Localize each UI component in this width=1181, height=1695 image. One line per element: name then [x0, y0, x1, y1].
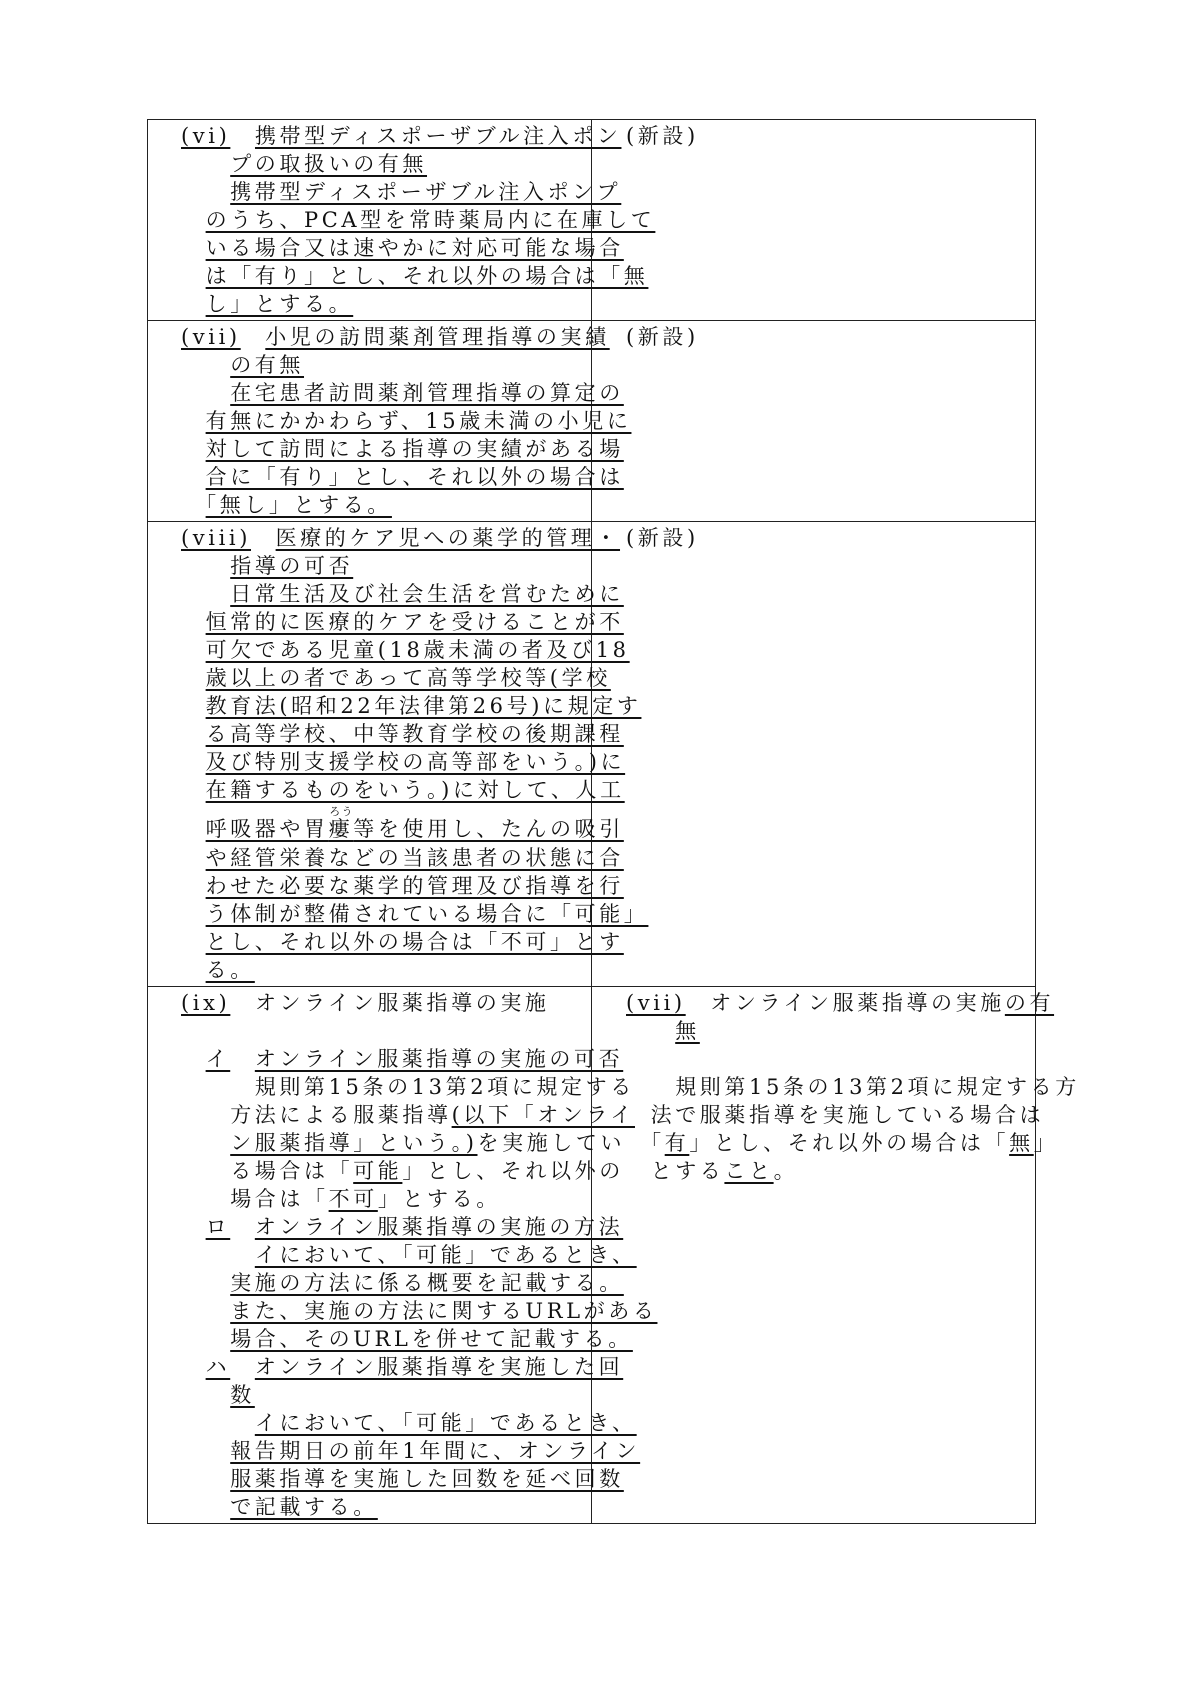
text-segment: 」とし、それ以外の場合は「 — [689, 1131, 1010, 1155]
text-segment — [181, 1327, 230, 1351]
text-segment — [181, 817, 206, 841]
text-segment — [251, 526, 276, 550]
text-segment: る場合は「 — [181, 1159, 354, 1183]
text-segment: オンライン服薬指導の実施 — [685, 991, 1005, 1015]
text-segment — [181, 264, 206, 288]
text-line — [181, 1185, 583, 1213]
text-segment — [181, 493, 206, 517]
underlined-text: 「無し」とする。 — [205, 493, 392, 517]
text-segment: 場合は「 — [181, 1187, 329, 1211]
cell-content — [592, 122, 1035, 150]
cell-content — [148, 122, 656, 318]
text-segment — [181, 1299, 230, 1323]
underlined-text: 呼吸器や胃 — [205, 817, 329, 841]
text-line — [181, 1493, 583, 1521]
text-line — [181, 1325, 633, 1353]
text-segment — [181, 208, 206, 232]
text-line — [626, 1017, 1027, 1045]
text-segment — [181, 874, 206, 898]
underlined-text: イにおいて、「可能」であるとき、 — [254, 1243, 637, 1267]
underlined-text: で記載する。 — [230, 1495, 378, 1519]
revised-text-cell — [148, 321, 632, 522]
text-segment — [181, 381, 230, 405]
underlined-text: (vi) — [181, 124, 231, 148]
table-row — [148, 321, 1036, 522]
text-segment: 規則第15条の13第2項に規定する — [181, 1075, 635, 1099]
text-line — [181, 872, 624, 900]
text-segment — [181, 180, 230, 204]
text-segment — [181, 437, 206, 461]
underlined-text — [328, 805, 354, 841]
text-segment — [181, 666, 206, 690]
underlined-text: いる場合又は速やかに対応可能な場合 — [205, 236, 624, 260]
text-segment — [181, 1495, 230, 1519]
underlined-text: 無 — [675, 1019, 700, 1043]
text-segment — [181, 1439, 230, 1463]
text-segment: オンライン服薬指導の実施 — [230, 991, 550, 1015]
text-line — [181, 379, 624, 407]
text-line — [181, 1353, 624, 1381]
text-line — [181, 1437, 641, 1465]
underlined-text: わせた必要な薬学的管理及び指導を行 — [205, 874, 624, 898]
underlined-text: のうち、PCA型を常時薬局内に在庫して — [205, 208, 656, 232]
text-segment — [181, 465, 206, 489]
underlined-text: (vii) — [626, 991, 686, 1015]
underlined-text: 在籍するものをいう。)に対して、人工 — [205, 778, 625, 802]
text-segment: とする — [626, 1159, 725, 1183]
underlined-text: プの取扱いの有無 — [230, 152, 428, 176]
underlined-text: 恒常的に医療的ケアを受けることが不 — [205, 610, 624, 634]
current-text-cell — [592, 120, 1036, 321]
text-line — [626, 1045, 1027, 1073]
underlined-text: (ix) — [181, 991, 231, 1015]
underlined-text: 小児の訪問薬剤管理指導の実績 — [265, 325, 610, 349]
underlined-text: 日常生活及び社会生活を営むために — [230, 582, 624, 606]
text-segment — [181, 152, 230, 176]
comparison-table — [147, 119, 1080, 1524]
underlined-text: の有無 — [230, 353, 305, 377]
underlined-text: う体制が整備されている場合に「可能」 — [205, 902, 649, 926]
text-line — [181, 580, 624, 608]
text-line — [181, 1213, 624, 1241]
text-line — [181, 1409, 637, 1437]
table-body — [148, 120, 1080, 1524]
text-segment: 法で服薬指導を実施している場合は — [626, 1103, 1045, 1127]
text-line — [181, 636, 630, 664]
underlined-text: (vii) — [181, 325, 241, 349]
text-line — [181, 776, 625, 804]
underlined-text: 場合、そのURLを併せて記載する。 — [230, 1327, 633, 1351]
ruby-base: 瘻 — [328, 817, 354, 841]
text-segment: 」とし、それ以外の — [402, 1159, 624, 1183]
text-line — [181, 524, 621, 552]
underlined-text: 対して訪問による指導の実績がある場 — [205, 437, 624, 461]
text-segment — [181, 930, 206, 954]
text-segment — [181, 1411, 255, 1435]
text-line — [181, 692, 642, 720]
text-line — [626, 122, 1027, 150]
text-line — [181, 1381, 583, 1409]
text-segment — [181, 1047, 206, 1071]
text-line — [181, 989, 583, 1017]
table-row — [148, 120, 1036, 321]
text-segment — [181, 554, 230, 578]
cell-content — [148, 323, 632, 519]
text-line — [626, 989, 1055, 1017]
text-line — [626, 1129, 1059, 1157]
text-line — [181, 1045, 624, 1073]
underlined-text: オンライン服薬指導の実施の可否 — [254, 1047, 624, 1071]
text-line — [181, 720, 624, 748]
text-segment — [230, 1215, 255, 1239]
underlined-text: とし、それ以外の場合は「不可」とす — [205, 930, 624, 954]
current-text-cell — [592, 321, 1036, 522]
text-segment — [181, 750, 206, 774]
underlined-text: 不可 — [328, 1187, 378, 1211]
text-segment — [181, 958, 206, 982]
underlined-text: 可欠である児童(18歳未満の者及び18 — [205, 638, 630, 662]
text-line — [181, 1241, 637, 1269]
text-line — [181, 351, 583, 379]
text-line — [181, 804, 624, 844]
text-line — [181, 1269, 624, 1297]
underlined-text: (以下「オンライ — [451, 1103, 635, 1127]
underlined-text: 可能 — [353, 1159, 403, 1183]
text-segment — [181, 846, 206, 870]
text-segment — [181, 778, 206, 802]
text-line — [181, 234, 624, 262]
underlined-text: 教育法(昭和22年法律第26号)に規定す — [205, 694, 642, 718]
text-line — [626, 524, 1027, 552]
text-segment — [181, 1467, 230, 1491]
text-segment: (新設) — [626, 124, 699, 148]
underlined-text: (viii) — [181, 526, 251, 550]
underlined-text: イにおいて、「可能」であるとき、 — [254, 1411, 637, 1435]
text-segment — [181, 1355, 206, 1379]
text-line — [181, 1017, 583, 1045]
text-line — [181, 956, 583, 984]
text-segment: 」 — [1033, 1131, 1059, 1155]
underlined-text: る高等学校、中等教育学校の後期課程 — [205, 722, 624, 746]
text-line — [181, 491, 583, 519]
text-line — [181, 290, 583, 318]
underlined-text: 合に「有り」とし、それ以外の場合は — [205, 465, 624, 489]
text-segment: (新設) — [626, 325, 699, 349]
text-segment — [181, 722, 206, 746]
text-line — [181, 1157, 624, 1185]
text-segment: (新設) — [626, 526, 699, 550]
text-segment — [181, 236, 206, 260]
text-segment — [181, 1243, 255, 1267]
text-segment — [181, 292, 206, 316]
underlined-text: は「有り」とし、それ以外の場合は「無 — [205, 264, 649, 288]
text-line — [181, 1465, 624, 1493]
text-segment: 方法による服薬指導 — [181, 1103, 452, 1127]
text-segment — [181, 902, 206, 926]
underlined-text: 歳以上の者であって高等学校等(学校 — [205, 666, 611, 690]
text-segment — [241, 325, 266, 349]
text-segment — [181, 353, 230, 377]
underlined-text: 報告期日の前年1年間に、オンライン — [230, 1439, 641, 1463]
revised-text-cell — [148, 120, 656, 321]
text-segment — [181, 638, 206, 662]
current-text-cell — [592, 522, 1036, 987]
text-segment — [230, 1047, 255, 1071]
text-line — [181, 150, 583, 178]
underlined-text: オンライン服薬指導の実施の方法 — [254, 1215, 624, 1239]
text-segment — [181, 409, 206, 433]
text-segment — [626, 1019, 675, 1043]
text-segment — [181, 1131, 230, 1155]
text-line — [181, 928, 624, 956]
underlined-text: ロ — [205, 1215, 231, 1239]
cell-content — [592, 323, 1035, 351]
text-line — [626, 1073, 1080, 1101]
underlined-text: 有無にかかわらず、15歳未満の小児に — [205, 409, 632, 433]
underlined-text: 医療的ケア児への薬学的管理・ — [275, 526, 621, 550]
table-row — [148, 987, 1036, 1524]
text-line — [181, 900, 649, 928]
underlined-text: また、実施の方法に関するURLがある — [230, 1299, 658, 1323]
text-line — [181, 122, 622, 150]
text-line — [181, 552, 583, 580]
text-line — [181, 748, 626, 776]
underlined-text: オンライン服薬指導を実施した回 — [254, 1355, 624, 1379]
cell-content — [592, 524, 1035, 552]
underlined-text: 実施の方法に係る概要を記載する。 — [230, 1271, 624, 1295]
underlined-text: 携帯型ディスポーザブル注入ポンプ — [230, 180, 622, 204]
cell-content — [148, 524, 649, 984]
text-line — [181, 262, 649, 290]
underlined-text: 無 — [1009, 1131, 1034, 1155]
revised-text-cell — [148, 522, 649, 987]
table-row — [148, 522, 1036, 987]
underlined-text: 服薬指導を実施した回数を延べ回数 — [230, 1467, 624, 1491]
current-text-cell — [592, 987, 1080, 1524]
text-line — [181, 1297, 658, 1325]
text-segment — [181, 582, 230, 606]
text-segment: 。 — [773, 1159, 799, 1183]
text-line — [181, 407, 632, 435]
underlined-text: る。 — [205, 958, 255, 982]
text-line — [181, 1129, 626, 1157]
underlined-text: イ — [205, 1047, 231, 1071]
underlined-text: 及び特別支援学校の高等部をいう。)に — [205, 750, 626, 774]
text-segment — [181, 610, 206, 634]
text-segment — [230, 124, 255, 148]
text-segment: 「 — [626, 1131, 665, 1155]
text-line — [181, 608, 624, 636]
text-line — [181, 435, 624, 463]
underlined-text: ン服薬指導」という。) — [230, 1131, 478, 1155]
underlined-text: 有 — [664, 1131, 690, 1155]
underlined-text: 等を使用し、たんの吸引 — [353, 817, 624, 841]
text-line — [626, 323, 1027, 351]
text-line — [181, 178, 622, 206]
cell-content — [592, 989, 1080, 1185]
underlined-text: し」とする。 — [205, 292, 354, 316]
text-segment — [181, 1383, 230, 1407]
text-segment: を実施してい — [477, 1131, 626, 1155]
underlined-text: の有 — [1004, 991, 1055, 1015]
underlined-text: 在宅患者訪問薬剤管理指導の算定の — [230, 381, 624, 405]
underlined-text: 指導の可否 — [230, 554, 354, 578]
text-line — [181, 1101, 635, 1129]
ruby-reading: ろう — [328, 805, 354, 818]
text-segment — [181, 1271, 230, 1295]
text-line — [181, 844, 624, 872]
text-line — [181, 664, 611, 692]
text-line — [181, 323, 610, 351]
text-line — [626, 1157, 1027, 1185]
text-line — [626, 1101, 1045, 1129]
text-segment — [230, 1355, 255, 1379]
underlined-text: ハ — [205, 1355, 231, 1379]
underlined-text: や経管栄養などの当該患者の状態に合 — [205, 846, 624, 870]
text-line — [181, 463, 624, 491]
text-segment — [181, 1215, 206, 1239]
text-line — [181, 206, 656, 234]
text-line — [181, 1073, 635, 1101]
underlined-text: こと — [724, 1159, 774, 1183]
text-segment: 」とする。 — [377, 1187, 501, 1211]
text-segment — [181, 694, 206, 718]
underlined-text: 数 — [230, 1383, 255, 1407]
underlined-text: 携帯型ディスポーザブル注入ポン — [254, 124, 622, 148]
text-segment: 規則第15条の13第2項に規定する方 — [626, 1075, 1080, 1099]
